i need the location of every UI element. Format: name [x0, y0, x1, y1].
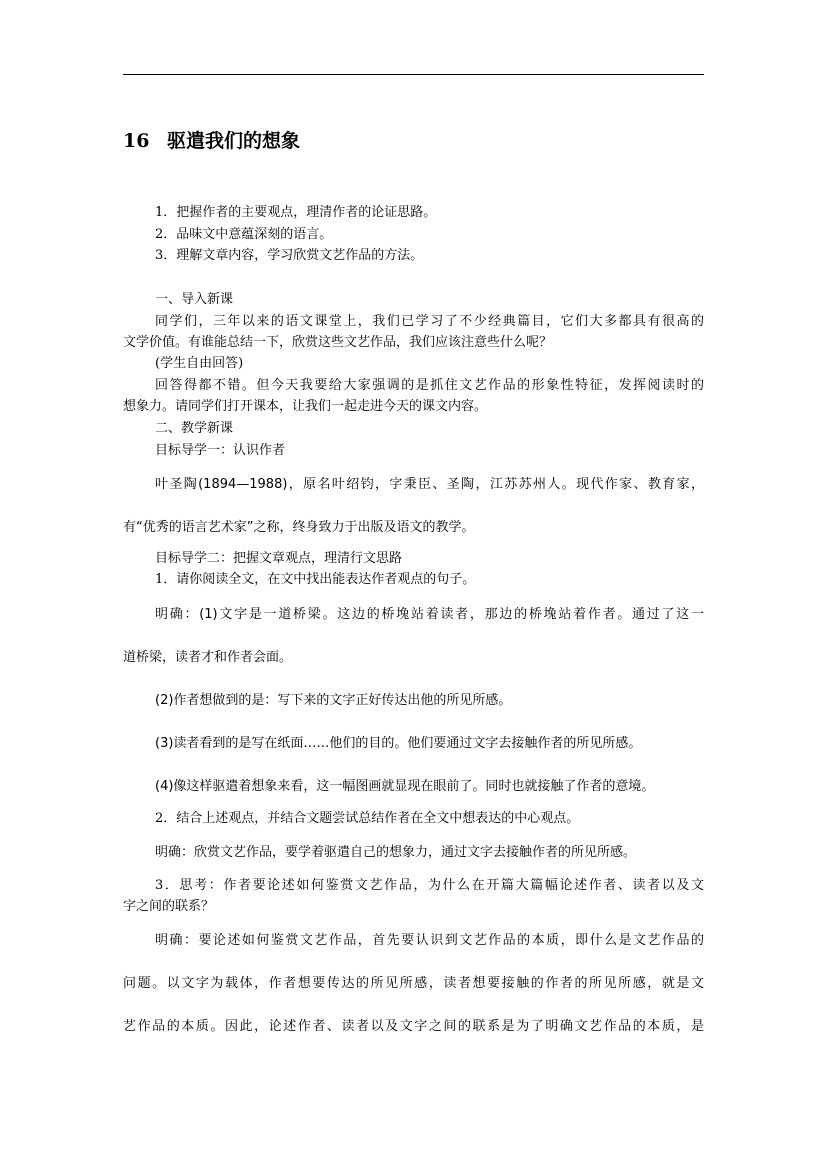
goal-heading-2: 目标导学二：把握文章观点，理清行文思路 — [155, 551, 403, 566]
goal-heading-1: 目标导学一：认识作者 — [155, 443, 286, 458]
intro-paragraph-line: 同学们，三年以来的语文课堂上，我们已学习了不少经典篇目，它们大多都具有很高的 — [155, 314, 704, 329]
section-heading-intro: 一、导入新课 — [155, 292, 234, 307]
question-3-line: 3．思考：作者要论述如何鉴赏文艺作品，为什么在开篇大篇幅论述作者、读者以及文 — [155, 878, 704, 893]
answer-1-point-2: (2)作者想做到的是：写下来的文字正好传达出他的所见所感。 — [155, 693, 512, 708]
question-2: 2．结合上述观点，并结合文题尝试总结作者在全文中想表达的中心观点。 — [155, 811, 580, 826]
lesson-title-text: 驱遣我们的想象 — [167, 130, 301, 152]
question-1: 1．请你阅读全文，在文中找出能表达作者观点的句子。 — [155, 572, 476, 587]
answer-1-line: 明确：(1)文字是一道桥梁。这边的桥堍站着读者，那边的桥堍站着作者。通过了这一 — [155, 607, 704, 622]
answer-1-point-3: (3)读者看到的是写在纸面……他们的目的。他们要通过文字去接触作者的所见所感。 — [155, 736, 642, 751]
answer-3-line: 明确：要论述如何鉴赏文艺作品，首先要认识到文艺作品的本质，即什么是文艺作品的 — [155, 933, 704, 948]
answer-1-point-4: (4)像这样驱遣着想象来看，这一幅图画就显现在眼前了。同时也就接触了作者的意境。 — [155, 779, 655, 794]
lesson-number: 16 — [123, 130, 150, 152]
lesson-title — [123, 126, 300, 153]
objective-1: 1．把握作者的主要观点，理清作者的论证思路。 — [155, 205, 437, 220]
intro-paragraph-line: 回答得都不错。但今天我要给大家强调的是抓住文艺作品的形象性特征，发挥阅读时的 — [155, 378, 704, 393]
answer-2: 明确：欣赏文艺作品，要学着驱遣自己的想象力，通过文字去接触作者的所见所感。 — [155, 845, 637, 860]
answer-1-line: 道桥梁，读者才和作者会面。 — [123, 650, 293, 665]
intro-paragraph-line: 文学价值。有谁能总结一下，欣赏这些文艺作品，我们应该注意些什么呢？ — [123, 335, 553, 350]
question-3-line: 字之间的联系？ — [123, 899, 215, 914]
answer-3-line: 问题。以文字为载体，作者想要传达的所见所感，读者想要接触的作者的所见所感，就是文 — [123, 976, 704, 991]
objective-3: 3．理解文章内容，学习欣赏文艺作品的方法。 — [155, 248, 424, 263]
header-rule — [123, 74, 704, 75]
author-intro-line: 有“优秀的语言艺术家”之称，终身致力于出版及语文的教学。 — [123, 520, 475, 535]
objective-2: 2．品味文中意蕴深刻的语言。 — [155, 227, 333, 242]
author-intro-line: 叶圣陶(1894—1988)，原名叶绍钧，字秉臣、圣陶，江苏苏州人。现代作家、教育家， — [155, 477, 704, 492]
answer-3-line: 艺作品的本质。因此，论述作者、读者以及文字之间的联系是为了明确文艺作品的本质，是 — [123, 1019, 704, 1034]
intro-note: (学生自由回答) — [155, 356, 244, 371]
section-heading-teaching: 二、教学新课 — [155, 421, 234, 436]
intro-paragraph-line: 想象力。请同学们打开课本，让我们一起走进今天的课文内容。 — [123, 399, 488, 414]
